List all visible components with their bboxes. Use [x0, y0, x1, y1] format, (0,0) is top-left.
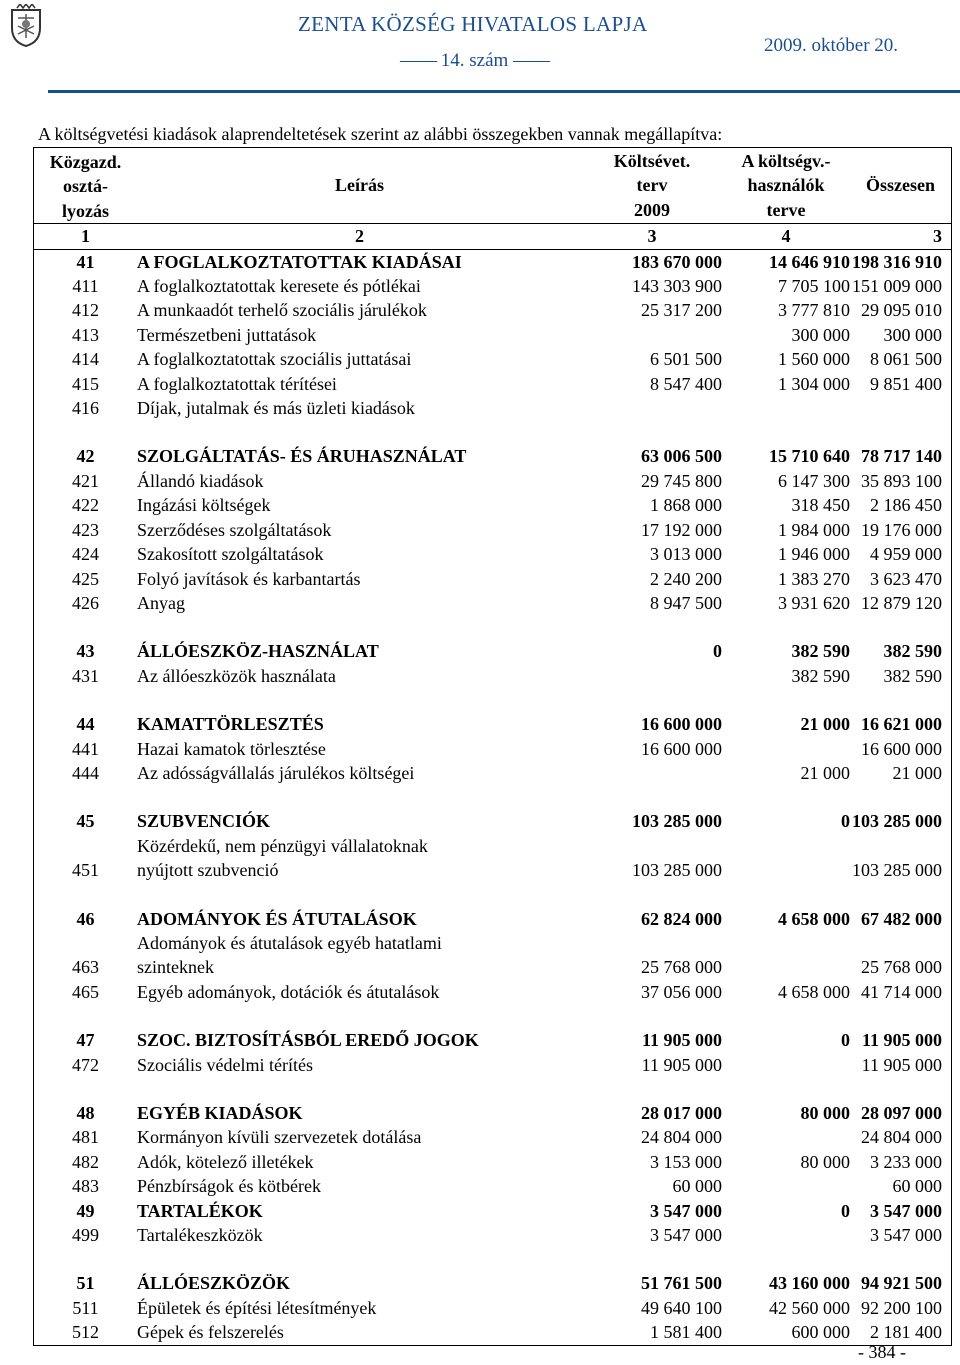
- spacer-row: [34, 420, 952, 444]
- spacer-cell: [137, 785, 582, 809]
- spacer-cell: [137, 1004, 582, 1028]
- cell-v3: 12 879 120: [861, 592, 942, 613]
- cell-v1: 3 153 000: [650, 1151, 722, 1172]
- cell-v1: 16 600 000: [641, 714, 722, 735]
- cell-code: 425: [72, 568, 99, 589]
- col-code-line1: Közgazd.: [49, 152, 122, 172]
- cell-v2: 3 931 620: [778, 592, 850, 613]
- cell-v3: 382 590: [883, 665, 942, 686]
- spacer-cell: [34, 1247, 138, 1271]
- cell-v1: [582, 761, 722, 785]
- cell-desc: Díjak, jutalmak és más üzleti kiadások: [137, 398, 415, 419]
- spacer-cell: [850, 688, 952, 712]
- col-header-desc: [137, 148, 582, 224]
- cell-desc: TARTALÉKOK: [137, 1200, 263, 1221]
- col-header-v1: [582, 148, 722, 224]
- cell-v2: [722, 737, 850, 761]
- budget-rows: [34, 249, 952, 1345]
- cell-desc-line2: nyújtott szubvenció: [137, 860, 279, 881]
- page-number: - 384 -: [858, 1342, 906, 1362]
- table-row: [34, 1223, 952, 1247]
- cell-v3: 94 921 500: [861, 1273, 942, 1294]
- cell-v2: 80 000: [800, 1151, 850, 1172]
- spacer-cell: [850, 1247, 952, 1271]
- index-5: 3: [850, 224, 952, 249]
- cell-code: 45: [76, 811, 95, 832]
- cell-v3: 3 547 000: [870, 1200, 942, 1221]
- cell-v3: 3 233 000: [870, 1151, 942, 1172]
- cell-code: 465: [72, 981, 99, 1002]
- cell-v3: 103 285 000: [852, 860, 942, 881]
- spacer-cell: [137, 1247, 582, 1271]
- cell-desc: Anyag: [137, 592, 185, 613]
- cell-v2: 0: [841, 1030, 850, 1051]
- cell-desc: Az adósságvállalás járulékos költségei: [137, 762, 415, 783]
- group-total-row: [34, 809, 952, 833]
- cell-v1: 62 824 000: [641, 908, 722, 929]
- cell-desc: A FOGLALKOZTATOTTAK KIADÁSAI: [137, 251, 462, 272]
- spacer-cell: [722, 688, 850, 712]
- cell-desc: SZOC. BIZTOSÍTÁSBÓL EREDŐ JOGOK: [137, 1030, 479, 1051]
- col-header-code: [34, 148, 138, 224]
- cell-v2: 600 000: [791, 1322, 850, 1343]
- table-row: [34, 664, 952, 688]
- cell-v1: 25 768 000: [641, 957, 722, 978]
- spacer-cell: [850, 883, 952, 907]
- col-code-line2: osztá-: [63, 176, 108, 197]
- cell-v1: 60 000: [672, 1176, 722, 1197]
- cell-v3: 11 905 000: [861, 1054, 942, 1075]
- cell-desc: Épületek és építési létesítmények: [137, 1297, 377, 1318]
- cell-desc: Szakosított szolgáltatások: [137, 544, 324, 565]
- cell-v1: 103 285 000: [632, 860, 722, 881]
- table-row: [34, 469, 952, 493]
- cell-code: 47: [76, 1030, 95, 1051]
- table-row: [34, 1053, 952, 1077]
- cell-v2: [722, 1174, 850, 1198]
- cell-v2: 43 160 000: [769, 1273, 850, 1294]
- col-code-line3: lyozás: [62, 200, 109, 221]
- table-row: [34, 372, 952, 396]
- cell-v2: 4 658 000: [778, 981, 850, 1002]
- spacer-cell: [582, 420, 722, 444]
- cell-v2: 382 590: [791, 665, 850, 686]
- spacer-cell: [582, 785, 722, 809]
- cell-v2: 21 000: [800, 714, 850, 735]
- cell-v1: 3 547 000: [650, 1200, 722, 1221]
- issue-number: —— 14. szám ——: [400, 50, 550, 71]
- spacer-cell: [137, 688, 582, 712]
- cell-v2: 80 000: [800, 1103, 850, 1123]
- group-total-row: [34, 639, 952, 663]
- cell-desc: A foglalkoztatottak térítései: [137, 373, 337, 394]
- cell-v3: 103 285 000: [852, 811, 942, 832]
- cell-v1: 103 285 000: [632, 811, 722, 832]
- cell-v2: [722, 1223, 850, 1247]
- group-total-row: [34, 712, 952, 736]
- cell-v2: 318 450: [791, 495, 850, 516]
- cell-desc: A foglalkoztatottak keresete és pótlékai: [137, 276, 421, 297]
- cell-desc: [137, 834, 582, 883]
- table-row: [34, 323, 952, 347]
- header-row: [34, 148, 952, 224]
- cell-v3: 60 000: [892, 1176, 942, 1197]
- cell-code: 424: [72, 544, 99, 565]
- cell-v2: [722, 931, 850, 980]
- cell-desc-line1: Adományok és átutalások egyéb hatatlami: [137, 932, 442, 953]
- cell-desc: Állandó kiadások: [137, 470, 264, 491]
- spacer-cell: [582, 1077, 722, 1101]
- cell-code: 451: [72, 860, 99, 881]
- spacer-cell: [850, 420, 952, 444]
- cell-code: 444: [72, 762, 99, 783]
- header-rule: [48, 90, 960, 93]
- index-1: 1: [34, 224, 138, 249]
- cell-code: 441: [72, 738, 99, 759]
- col-v2-line3: terve: [766, 199, 806, 220]
- index-row: [34, 224, 952, 249]
- issue-label: 14. szám: [440, 50, 509, 71]
- intro-sentence: A költségvetési kiadások alaprendeltetések szerint az alábbi összegekben vannak megállapítva:: [38, 124, 723, 144]
- cell-v2: 300 000: [791, 324, 850, 345]
- spacer-cell: [722, 420, 850, 444]
- index-4: 4: [722, 224, 850, 249]
- cell-v1: 143 303 900: [632, 276, 722, 297]
- cell-v1: [582, 323, 722, 347]
- spacer-cell: [34, 688, 138, 712]
- cell-v2: [722, 396, 850, 420]
- cell-v2: 7 705 100: [778, 276, 850, 297]
- cell-v3: 24 804 000: [861, 1127, 942, 1148]
- cell-desc: A munkaadót terhelő szociális járulékok: [137, 300, 427, 321]
- cell-desc: [137, 931, 582, 980]
- cell-code: 411: [72, 276, 99, 297]
- cell-v1: 17 192 000: [641, 519, 722, 540]
- group-total-row: [34, 249, 952, 274]
- spacer-cell: [722, 615, 850, 639]
- col-v1-line1: Költsévet.: [613, 151, 691, 171]
- cell-desc: Gépek és felszerelés: [137, 1322, 284, 1343]
- spacer-cell: [850, 1004, 952, 1028]
- cell-v1: 25 317 200: [641, 300, 722, 321]
- table-row: [34, 931, 952, 980]
- table-row: [34, 1125, 952, 1149]
- publication-title: ZENTA KÖZSÉG HIVATALOS LAPJA: [298, 12, 648, 36]
- spacer-cell: [137, 615, 582, 639]
- cell-desc: EGYÉB KIADÁSOK: [137, 1103, 303, 1123]
- spacer-cell: [722, 883, 850, 907]
- cell-code: 423: [72, 519, 99, 540]
- cell-desc: Természetbeni juttatások: [137, 324, 317, 345]
- spacer-cell: [722, 1077, 850, 1101]
- spacer-cell: [582, 615, 722, 639]
- spacer-row: [34, 1247, 952, 1271]
- cell-desc: Pénzbírságok és kötbérek: [137, 1176, 321, 1197]
- cell-v1: 1 868 000: [650, 495, 722, 516]
- table-row: [34, 1150, 952, 1174]
- cell-v3: 382 590: [883, 641, 942, 662]
- cell-v1: 2 240 200: [650, 568, 722, 589]
- cell-v1: 16 600 000: [641, 738, 722, 759]
- spacer-cell: [34, 883, 138, 907]
- spacer-row: [34, 785, 952, 809]
- spacer-cell: [34, 420, 138, 444]
- cell-v3: 4 959 000: [870, 544, 942, 565]
- cell-v3: [850, 396, 952, 420]
- cell-code: 43: [76, 641, 95, 662]
- cell-code: 482: [72, 1151, 99, 1172]
- group-total-row: [34, 1028, 952, 1052]
- spacer-cell: [850, 785, 952, 809]
- cell-desc-line2: szinteknek: [137, 957, 214, 978]
- cell-desc: Kormányon kívüli szervezetek dotálása: [137, 1127, 422, 1148]
- cell-v1: 28 017 000: [641, 1103, 722, 1123]
- group-total-row: [34, 444, 952, 468]
- table-row: [34, 1296, 952, 1320]
- col-v2-line1: A költségv.-: [741, 151, 831, 171]
- cell-v2: 6 147 300: [778, 470, 850, 491]
- cell-v2: 1 984 000: [778, 519, 850, 540]
- group-total-row: [34, 1101, 952, 1125]
- cell-v2: 15 710 640: [769, 446, 850, 467]
- col-v3-label: Összesen: [866, 175, 935, 196]
- cell-v1: 183 670 000: [632, 251, 722, 272]
- cell-v3: 151 009 000: [852, 276, 942, 297]
- cell-v3: 19 176 000: [861, 519, 942, 540]
- col-v2-line2: használók: [747, 175, 825, 196]
- table-row: [34, 980, 952, 1004]
- cell-v1: 0: [713, 641, 722, 662]
- cell-desc: Folyó javítások és karbantartás: [137, 568, 361, 589]
- cell-v3: 8 061 500: [870, 349, 942, 370]
- cell-v1: [582, 664, 722, 688]
- publication-date: 2009. október 20.: [764, 35, 899, 56]
- spacer-cell: [34, 1004, 138, 1028]
- cell-v3: 92 200 100: [861, 1297, 942, 1318]
- col-header-v2: [722, 148, 850, 224]
- table-row: [34, 591, 952, 615]
- cell-v1: 3 547 000: [650, 1225, 722, 1246]
- cell-v3: 2 186 450: [870, 495, 942, 516]
- spacer-row: [34, 615, 952, 639]
- cell-v1: 11 905 000: [641, 1030, 722, 1051]
- group-total-row: [34, 1199, 952, 1223]
- cell-v1: 63 006 500: [641, 446, 722, 467]
- spacer-row: [34, 883, 952, 907]
- col-v1-line2: terv: [636, 175, 668, 196]
- cell-code: 41: [76, 251, 95, 272]
- cell-v1: 24 804 000: [641, 1127, 722, 1148]
- index-2: 2: [137, 224, 582, 249]
- cell-code: 421: [72, 470, 99, 491]
- spacer-cell: [137, 883, 582, 907]
- spacer-cell: [34, 615, 138, 639]
- cell-v2: 21 000: [800, 762, 850, 783]
- cell-v1: [582, 396, 722, 420]
- cell-v3: 2 181 400: [870, 1322, 942, 1343]
- cell-code: 472: [72, 1054, 99, 1075]
- cell-desc: SZUBVENCIÓK: [137, 811, 271, 832]
- cell-v2: 14 646 910: [769, 251, 850, 272]
- col-desc-label: Leírás: [335, 175, 384, 196]
- cell-v3: 21 000: [892, 762, 942, 783]
- cell-v1: 37 056 000: [641, 981, 722, 1002]
- table-row: [34, 1174, 952, 1198]
- cell-code: 415: [72, 373, 99, 394]
- table-row: [34, 567, 952, 591]
- table-row: [34, 298, 952, 322]
- cell-desc: Egyéb adományok, dotációk és átutalások: [137, 981, 440, 1002]
- cell-v2: [722, 1125, 850, 1149]
- cell-v3: 35 893 100: [861, 470, 942, 491]
- cell-v2: 1 304 000: [778, 373, 850, 394]
- cell-desc: Ingázási költségek: [137, 495, 271, 516]
- cell-v2: 4 658 000: [778, 908, 850, 929]
- cell-code: 414: [72, 349, 99, 370]
- cell-code: 44: [76, 714, 95, 735]
- group-total-row: [34, 1271, 952, 1295]
- cell-v2: 3 777 810: [778, 300, 850, 321]
- cell-desc: ÁLLÓESZKÖZ-HASZNÁLAT: [137, 641, 379, 662]
- cell-desc: A foglalkoztatottak szociális juttatásai: [137, 349, 412, 370]
- table-row: [34, 542, 952, 566]
- cell-v2: 1 560 000: [778, 349, 850, 370]
- cell-v3: 16 621 000: [861, 714, 942, 735]
- spacer-cell: [850, 615, 952, 639]
- table-row: [34, 518, 952, 542]
- cell-desc-line1: Közérdekű, nem pénzügyi vállalatoknak: [137, 835, 428, 856]
- table-row: [34, 347, 952, 371]
- budget-table: [33, 147, 952, 1346]
- cell-v3: 9 851 400: [870, 373, 942, 394]
- cell-v1: 29 745 800: [641, 470, 722, 491]
- cell-v1: 1 581 400: [650, 1322, 722, 1343]
- spacer-cell: [582, 883, 722, 907]
- cell-desc: Szerződéses szolgáltatások: [137, 519, 332, 540]
- cell-v3: 29 095 010: [861, 300, 942, 321]
- cell-code: 48: [76, 1103, 95, 1123]
- cell-code: 412: [72, 300, 99, 321]
- cell-v3: 300 000: [883, 324, 942, 345]
- cell-v3: 198 316 910: [852, 251, 942, 272]
- cell-v3: 67 482 000: [861, 908, 942, 929]
- cell-code: 416: [72, 398, 99, 419]
- cell-code: 483: [72, 1176, 99, 1197]
- cell-desc: ÁLLÓESZKÖZÖK: [137, 1273, 291, 1294]
- cell-v3: 16 600 000: [861, 738, 942, 759]
- cell-v3: 3 547 000: [870, 1225, 942, 1246]
- cell-v1: 51 761 500: [641, 1273, 722, 1294]
- cell-code: 511: [72, 1297, 99, 1318]
- spacer-cell: [582, 1004, 722, 1028]
- cell-desc: SZOLGÁLTATÁS- ÉS ÁRUHASZNÁLAT: [137, 446, 467, 467]
- cell-code: 422: [72, 495, 99, 516]
- cell-v3: 11 905 000: [861, 1030, 942, 1051]
- spacer-row: [34, 1004, 952, 1028]
- spacer-row: [34, 1077, 952, 1101]
- cell-v1: 11 905 000: [641, 1054, 722, 1075]
- table-row: [34, 274, 952, 298]
- spacer-cell: [137, 420, 582, 444]
- table-row: [34, 761, 952, 785]
- cell-v1: 3 013 000: [650, 544, 722, 565]
- spacer-cell: [722, 1247, 850, 1271]
- cell-code: 431: [72, 665, 99, 686]
- cell-code: 46: [76, 908, 95, 929]
- cell-code: 512: [72, 1322, 99, 1343]
- cell-v1: 6 501 500: [650, 349, 722, 370]
- cell-code: 499: [72, 1225, 99, 1246]
- coat-of-arms-icon: [8, 4, 44, 48]
- table-row: [34, 834, 952, 883]
- cell-desc: Tartalékeszközök: [137, 1225, 263, 1246]
- cell-v2: 0: [841, 811, 850, 832]
- cell-v1: 49 640 100: [641, 1297, 722, 1318]
- cell-desc: Szociális védelmi térítés: [137, 1054, 313, 1075]
- table-row: [34, 396, 952, 420]
- cell-v2: 0: [841, 1200, 850, 1221]
- spacer-cell: [850, 1077, 952, 1101]
- group-total-row: [34, 907, 952, 931]
- cell-code: 42: [76, 446, 95, 467]
- col-v1-line3: 2009: [634, 199, 670, 220]
- table-row: [34, 493, 952, 517]
- table-row: [34, 1320, 952, 1345]
- spacer-cell: [137, 1077, 582, 1101]
- cell-v3: 28 097 000: [861, 1103, 942, 1123]
- cell-v1: 8 947 500: [650, 592, 722, 613]
- col-header-v3: [850, 148, 952, 224]
- cell-v2: 42 560 000: [769, 1297, 850, 1318]
- cell-desc: Hazai kamatok törlesztése: [137, 738, 326, 759]
- table-row: [34, 737, 952, 761]
- cell-code: 463: [72, 957, 99, 978]
- cell-code: 413: [72, 324, 99, 345]
- cell-desc: Az állóeszközök használata: [137, 665, 336, 686]
- cell-v2: [722, 1053, 850, 1077]
- cell-v3: 41 714 000: [861, 981, 942, 1002]
- index-3: 3: [582, 224, 722, 249]
- cell-code: 481: [72, 1127, 99, 1148]
- cell-v3: 25 768 000: [861, 957, 942, 978]
- spacer-cell: [582, 688, 722, 712]
- cell-code: 426: [72, 592, 99, 613]
- cell-v3: 3 623 470: [870, 568, 942, 589]
- cell-v2: 382 590: [791, 641, 850, 662]
- cell-v2: 1 946 000: [778, 544, 850, 565]
- cell-desc: ADOMÁNYOK ÉS ÁTUTALÁSOK: [137, 908, 417, 929]
- cell-v2: 1 383 270: [778, 568, 850, 589]
- cell-code: 51: [76, 1273, 95, 1294]
- spacer-cell: [582, 1247, 722, 1271]
- cell-code: 49: [76, 1200, 95, 1221]
- cell-desc: KAMATTÖRLESZTÉS: [137, 714, 324, 735]
- cell-v3: 78 717 140: [861, 446, 942, 467]
- spacer-cell: [722, 1004, 850, 1028]
- cell-v2: [722, 834, 850, 883]
- cell-desc: Adók, kötelező illetékek: [137, 1151, 314, 1172]
- spacer-row: [34, 688, 952, 712]
- spacer-cell: [722, 785, 850, 809]
- cell-v1: 8 547 400: [650, 373, 722, 394]
- spacer-cell: [34, 785, 138, 809]
- spacer-cell: [34, 1077, 138, 1101]
